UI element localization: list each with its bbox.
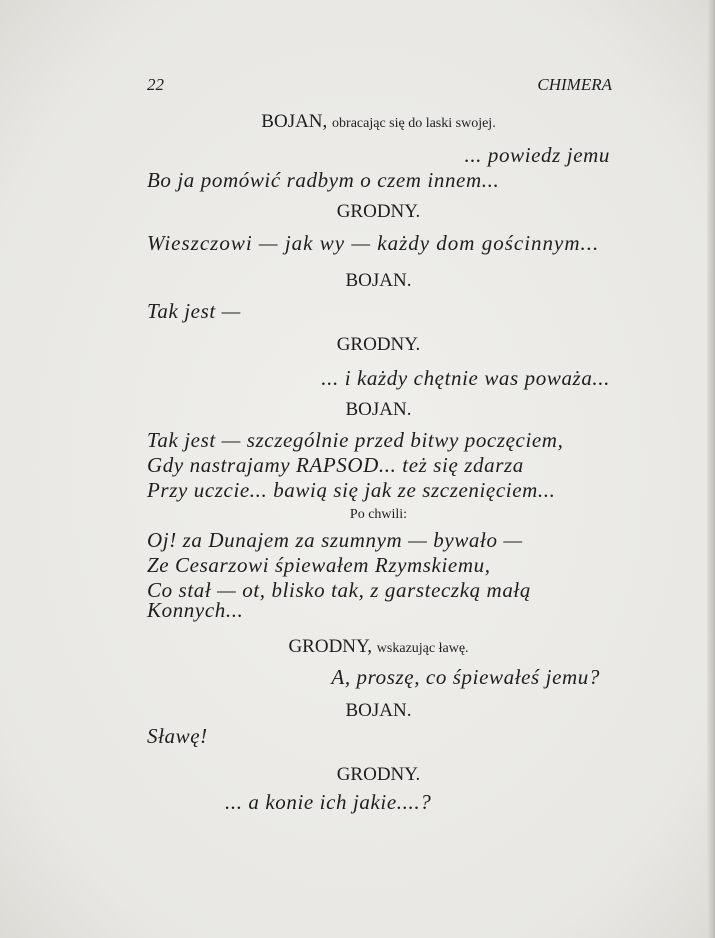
verse-line: Wieszczowi — jak wy — każdy dom gościnnym... [147,231,600,255]
verse-line: ... powiedz jemu [464,143,610,167]
stage-direction: Po chwili: [349,507,408,522]
stage-direction: wskazując ławę. [376,641,469,656]
page-number: 22 [147,75,164,94]
running-title: CHIMERA [537,75,612,94]
verse-line: Oj! za Dunajem za szumnym — bywało — [147,528,523,552]
verse-line: Sławę! [147,724,208,748]
stage-direction: obracając się do laski swojej. [332,116,496,131]
speaker-heading [0,634,715,660]
verse-line: Tak jest — szczególnie przed bitwy poczęciem, [147,428,564,452]
verse-line: A, proszę, co śpiewałeś jemu? [331,665,600,689]
verse-line: Bo ja pomówić radbym o czem innem... [147,168,500,192]
verse-line: ... a konie ich jakie....? [225,790,432,814]
speaker-name: BOJAN, [261,111,328,132]
verse-line: Co stał — ot, blisko tak, z garsteczką małą [147,578,531,602]
speaker-name: GRODNY, [288,636,373,657]
verse-line: Tak jest — [147,299,241,323]
verse-line: Ze Cesarzowi śpiewałem Rzymskiemu, [147,553,491,577]
page-edge [707,0,715,938]
verse-line: Konnych... [147,598,244,622]
speaker-heading: BOJAN. [345,270,412,291]
verse-line: ... i każdy chętnie was poważa... [321,366,610,390]
speaker-heading: BOJAN. [345,399,412,420]
verse-line: Gdy nastrajamy RAPSOD... też się zdarza [147,453,524,477]
speaker-heading [0,109,715,135]
speaker-heading: BOJAN. [345,700,412,721]
speaker-heading: GRODNY. [336,764,421,785]
speaker-heading: GRODNY. [336,201,421,222]
speaker-heading: GRODNY. [336,334,421,355]
verse-line: Przy uczcie... bawią się jak ze szczenięciem... [147,478,556,502]
